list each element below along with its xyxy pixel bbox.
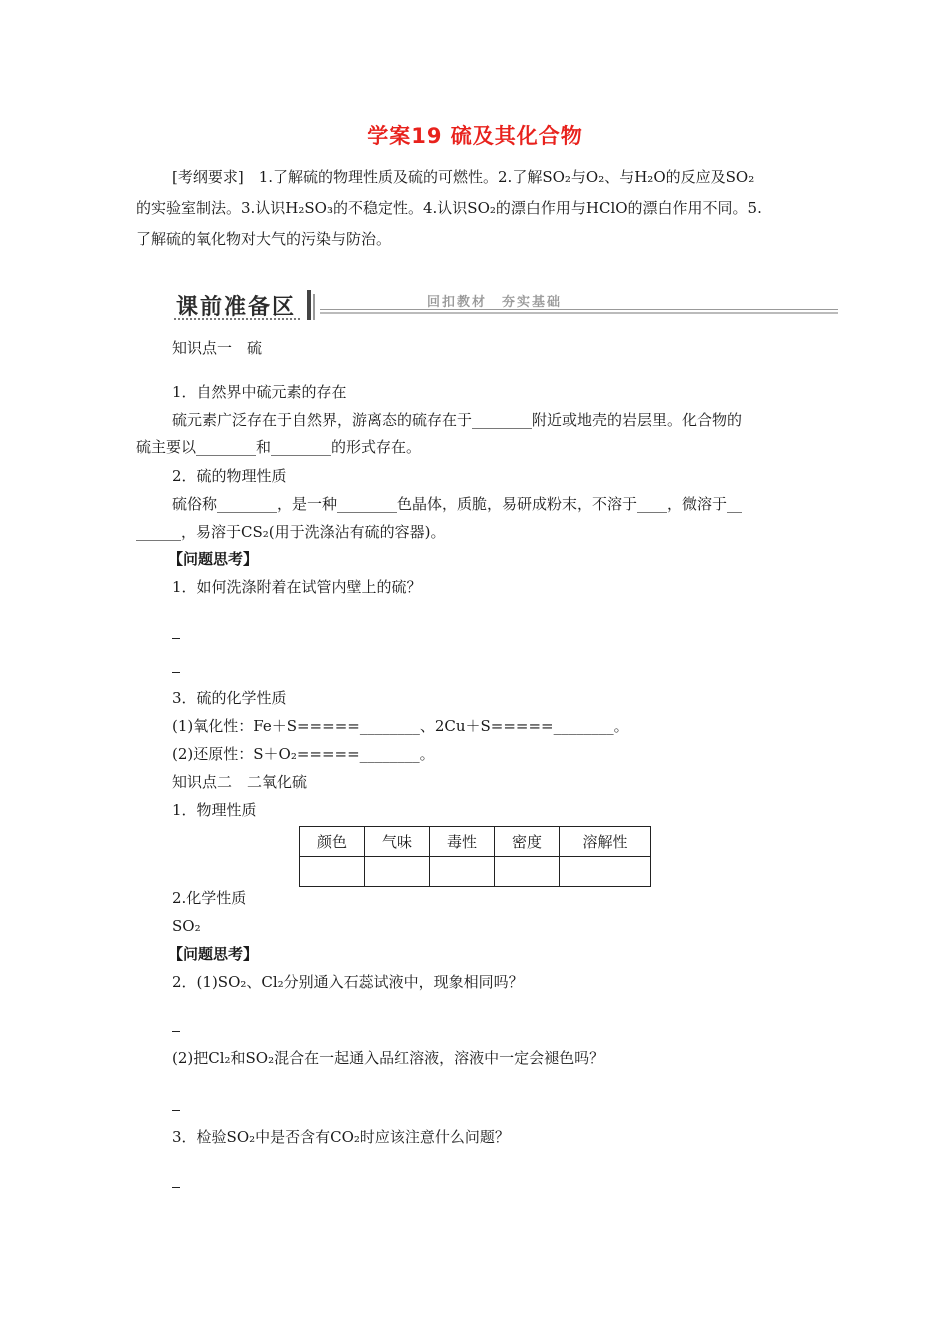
banner-subtitle: 回扣教材 夯实基础 <box>427 295 563 310</box>
answer-line <box>172 1031 180 1032</box>
banner-rule-thick <box>320 312 838 314</box>
banner-divider-bar-light <box>313 294 315 320</box>
oxidation-property: (1)氧化性：Fe＋S=====________、2Cu＋S=====________。 <box>172 717 629 735</box>
chemical-properties-heading: 2.化学性质 <box>172 889 247 907</box>
table-cell <box>365 857 430 887</box>
knowledge-point-1: 知识点一 硫 <box>172 339 263 357</box>
table-header-cell: 溶解性 <box>560 827 651 857</box>
section-2-line-1: 硫俗称________，是一种________色晶体，质脆，易研成粉末，不溶于____，微溶于__ <box>172 495 743 513</box>
so2-label: SO₂ <box>172 917 201 935</box>
banner-dotted-underline <box>174 318 300 320</box>
question-thinking-label-1: 【问题思考】 <box>168 550 259 568</box>
table-header-cell: 气味 <box>365 827 430 857</box>
section-1-line-2: 硫主要以________和________的形式存在。 <box>136 438 422 456</box>
banner-rule <box>320 309 838 310</box>
question-2a: 2．(1)SO₂、Cl₂分别通入石蕊试液中，现象相同吗？ <box>172 973 524 991</box>
requirements-line-3: 了解硫的氧化物对大气的污染与防治。 <box>136 230 392 248</box>
question-1: 1．如何洗涤附着在试管内壁上的硫？ <box>172 578 422 596</box>
exam-requirements <box>136 162 826 255</box>
reduction-property: (2)还原性：S＋O₂=====________。 <box>172 745 435 763</box>
section-2-heading: 2．硫的物理性质 <box>172 467 287 485</box>
question-thinking-label-2: 【问题思考】 <box>168 945 259 963</box>
banner-title: 课前准备区 <box>176 295 297 320</box>
requirements-line-2: 的实验室制法。3.认识H₂SO₃的不稳定性。4.认识SO₂的漂白作用与HClO的漂白作用不同。5. <box>136 199 762 217</box>
table-cell <box>430 857 495 887</box>
table-header-cell: 毒性 <box>430 827 495 857</box>
answer-line <box>172 672 180 673</box>
physical-properties-heading: 1．物理性质 <box>172 801 257 819</box>
section-1-line-1: 硫元素广泛存在于自然界，游离态的硫存在于________附近或地壳的岩层里。化合物的 <box>172 411 743 429</box>
section-1-heading: 1．自然界中硫元素的存在 <box>172 383 347 401</box>
banner-divider-bar <box>307 290 311 320</box>
answer-line <box>172 1110 180 1111</box>
table-header-cell: 密度 <box>495 827 560 857</box>
question-3: 3．检验SO₂中是否含有CO₂时应该注意什么问题？ <box>172 1128 510 1146</box>
page-title: 学案19 硫及其化合物 <box>367 124 583 148</box>
physical-properties-table <box>299 826 651 887</box>
section-2-line-2: ______，易溶于CS₂(用于洗涤沾有硫的容器)。 <box>136 523 446 541</box>
table-cell <box>300 857 365 887</box>
table-cell <box>560 857 651 887</box>
knowledge-point-2: 知识点二 二氧化硫 <box>172 773 308 791</box>
table-cell <box>495 857 560 887</box>
question-2b: (2)把Cl₂和SO₂混合在一起通入品红溶液，溶液中一定会褪色吗？ <box>172 1049 605 1067</box>
section-3-heading: 3．硫的化学性质 <box>172 689 287 707</box>
requirements-line-1: [考纲要求] 1.了解硫的物理性质及硫的可燃性。2.了解SO₂与O₂、与H₂O的反应及SO₂ <box>172 168 755 186</box>
table-header-row <box>300 827 651 857</box>
table-row <box>300 857 651 887</box>
table-header-cell: 颜色 <box>300 827 365 857</box>
answer-line <box>172 1187 180 1188</box>
answer-line <box>172 638 180 639</box>
section-banner <box>170 288 838 324</box>
